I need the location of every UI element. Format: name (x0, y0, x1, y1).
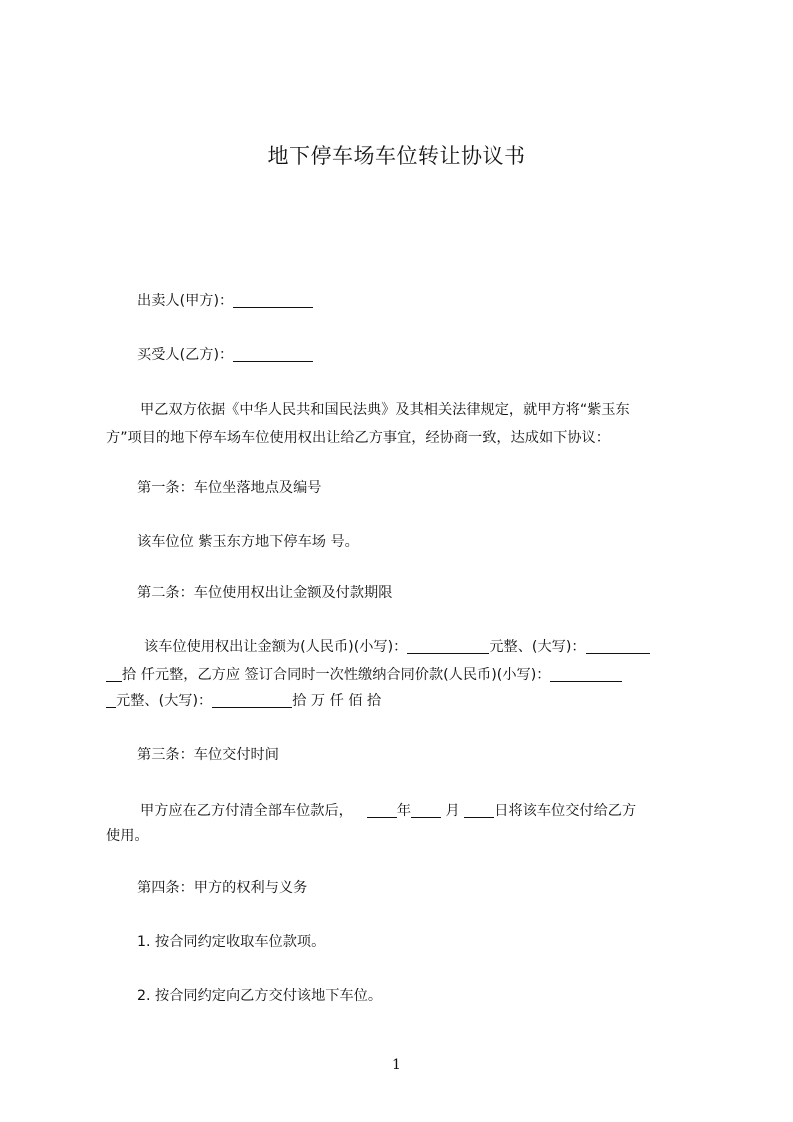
article-2-title: 第二条：车位使用权出让金额及付款期限 (137, 585, 393, 601)
article-2-text-1: 该车位使用权出让金额为(人民币)(小写)： (144, 639, 408, 655)
article-2-line-2 (106, 661, 704, 689)
payment-lowercase-blank (550, 664, 622, 682)
article-1-title: 第一条：车位坐落地点及编号 (137, 480, 322, 496)
article-2-text-2: 元整、(大写)： (489, 639, 586, 655)
intro-line-2: 方”项目的地下停车场车位使用权出让给乙方事宜，经协商一致，达成如下协议： (106, 430, 610, 446)
day-label: 日将该车位交付给乙方 (494, 803, 637, 819)
article-1-body: 该车位位 紫玉东方地下停车场 号。 (137, 534, 359, 550)
amount-uppercase-blank-cont (106, 664, 122, 682)
article-4-item-2: 2. 按合同约定向乙方交付该地下车位。 (137, 988, 383, 1004)
intro-line-1: 甲乙双方依据《中华人民共和国民法典》及其相关法律规定，就甲方将“紫玉东 (140, 402, 630, 418)
amount-lowercase-blank (407, 636, 489, 654)
article-4-title: 第四条：甲方的权利与义务 (137, 880, 308, 896)
buyer-line (137, 341, 704, 369)
article-3-line-1 (106, 797, 704, 825)
month-label: 月 (441, 803, 465, 819)
page-number: 1 (392, 1057, 401, 1073)
article-2-line-1 (106, 633, 704, 661)
seller-line (137, 287, 704, 315)
document-title: 地下停车场车位转让协议书 (267, 144, 526, 168)
day-blank (464, 800, 494, 818)
payment-lowercase-blank-cont (106, 690, 116, 708)
year-blank (367, 800, 397, 818)
buyer-blank (233, 344, 313, 362)
article-2-text-4: 元整、(大写)： (116, 693, 213, 709)
seller-blank (233, 290, 313, 308)
payment-uppercase-blank (212, 690, 292, 708)
article-2-line-3 (106, 687, 704, 715)
year-label: 年 (396, 803, 412, 819)
article-3-title: 第三条：车位交付时间 (137, 747, 279, 763)
buyer-label: 买受人(乙方)： (137, 347, 234, 363)
month-blank (411, 800, 441, 818)
article-3-text: 甲方应在乙方付清全部车位款后， (140, 803, 353, 819)
article-2-text-3: 拾 仟元整，乙方应 签订合同时一次性缴纳合同价款(人民币)(小写)： (122, 667, 551, 683)
amount-uppercase-blank (586, 636, 650, 654)
article-3-line-2: 使用。 (106, 828, 149, 844)
seller-label: 出卖人(甲方)： (137, 293, 234, 309)
article-4-item-1: 1. 按合同约定收取车位款项。 (137, 934, 326, 950)
article-2-text-5: 拾 万 仟 佰 拾 (292, 693, 382, 709)
